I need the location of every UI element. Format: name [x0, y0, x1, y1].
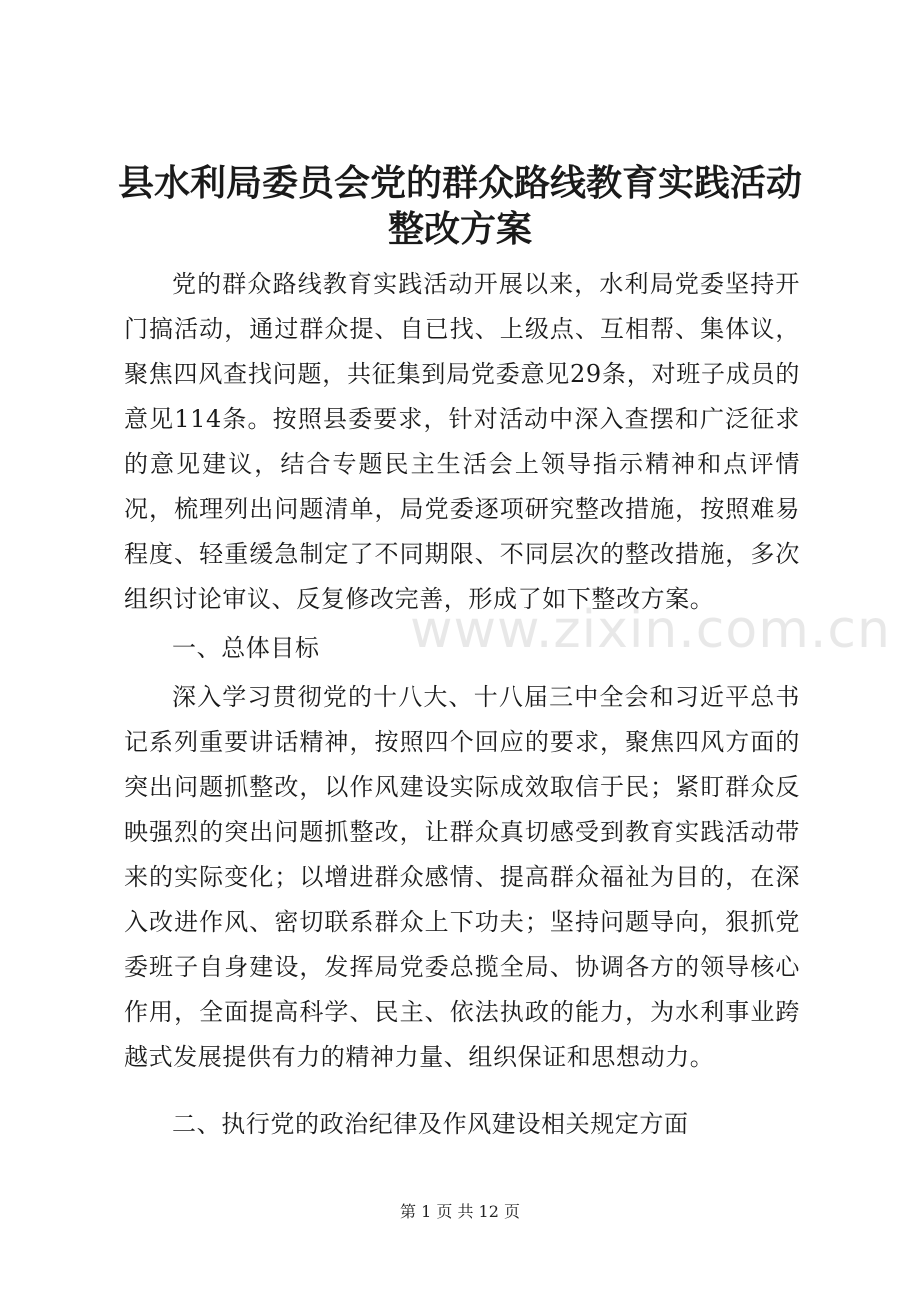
page-footer: 第 1 页 共 12 页	[400, 1202, 520, 1221]
section-heading-discipline: 二、执行党的政治纪律及作风建设相关规定方面	[172, 1110, 689, 1138]
document-body	[124, 262, 800, 1147]
intro-paragraph: 党的群众路线教育实践活动开展以来，水利局党委坚持开门搞活动，通过群众提、自已找、上级点、互相帮、集体议，聚焦四风查找问题，共征集到局党委意见29条，对班子成员的意见114条。按照县委要求，针对活动中深入查摆和广泛征求的意见建议，结合专题民主生活会上领导指示精神和点评情况，梳理列出问题清单，局党委逐项研究整改措施，按照难易程度、轻重缓急制定了不同期限、不同层次的整改措施，多次组织讨论审议、反复修改完善，形成了如下整改方案。	[124, 270, 800, 613]
document-title: 县水利局委员会党的群众路线教育实践活动整改方案	[117, 162, 802, 250]
watermark-text: www.zixin.com.cn	[410, 600, 891, 660]
overall-goal-paragraph: 深入学习贯彻党的十八大、十八届三中全会和习近平总书记系列重要讲话精神，按照四个回应的要求，聚焦四风方面的突出问题抓整改，以作风建设实际成效取信于民；紧盯群众反映强烈的突出问题抓整改，让群众真切感受到教育实践活动带来的实际变化；以增进群众感情、提高群众福祉为目的，在深入改进作风、密切联系群众上下功夫；坚持问题导向，狠抓党委班子自身建设，发挥局党委总揽全局、协调各方的领导核心作用，全面提高科学、民主、依法执政的能力，为水利事业跨越式发展提供有力的精神力量、组织保证和思想动力。	[124, 683, 800, 1071]
section-heading-overall-goal: 一、总体目标	[172, 634, 320, 662]
